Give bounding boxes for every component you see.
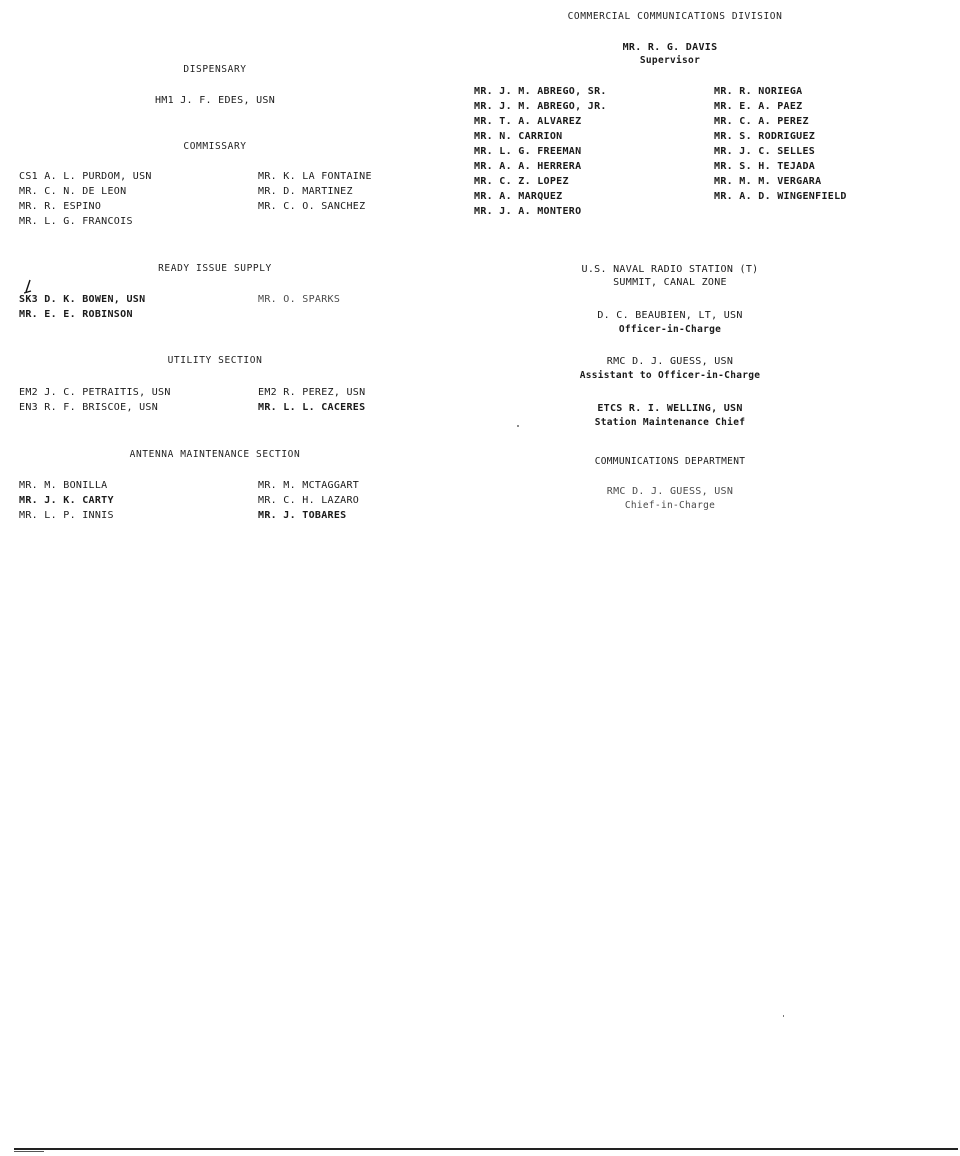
list-item: MR. N. CARRION [474, 131, 563, 142]
communications-department-heading: COMMUNICATIONS DEPARTMENT [594, 456, 746, 467]
assistant-title: Assistant to Officer-in-Charge [579, 370, 761, 381]
list-item: MR. R. NORIEGA [714, 86, 803, 97]
list-item: MR. A. D. WINGENFIELD [714, 191, 847, 202]
list-item: MR. R. ESPINO [19, 201, 102, 212]
list-item: MR. C. A. PEREZ [714, 116, 809, 127]
ready-issue-list-left [19, 292, 145, 322]
commissary-list-right [258, 169, 372, 214]
scan-speck [783, 1015, 784, 1017]
utility-section-heading: UTILITY SECTION [167, 355, 263, 366]
list-item: SK3 D. K. BOWEN, USN [19, 294, 146, 305]
list-item: MR. C. O. SANCHEZ [258, 201, 366, 212]
list-item: MR. L. G. FRANCOIS [19, 216, 133, 227]
antenna-maintenance-heading: ANTENNA MAINTENANCE SECTION [129, 449, 301, 460]
scan-speck [517, 425, 519, 427]
list-item: MR. L. P. INNIS [19, 510, 114, 521]
assistant-name: RMC D. J. GUESS, USN [606, 356, 734, 367]
list-item: MR. J. M. ABREGO, SR. [474, 86, 607, 97]
dispensary-name: HM1 J. F. EDES, USN [154, 95, 276, 106]
station-location: SUMMIT, CANAL ZONE [613, 277, 727, 288]
list-item: EM2 R. PEREZ, USN [258, 387, 366, 398]
list-item: MR. J. K. CARTY [19, 495, 114, 506]
list-item: MR. O. SPARKS [258, 294, 341, 305]
oic-title: Officer-in-Charge [618, 324, 722, 335]
list-item: MR. M. M. VERGARA [714, 176, 822, 187]
list-item: MR. M. MCTAGGART [258, 480, 360, 491]
list-item: MR. L. L. CACERES [258, 402, 366, 413]
list-item: MR. D. MARTINEZ [258, 186, 353, 197]
commissary-list-left [19, 169, 152, 229]
list-item: MR. C. Z. LOPEZ [474, 176, 569, 187]
utility-list-left [19, 385, 171, 415]
list-item: MR. C. H. LAZARO [258, 495, 360, 506]
ready-issue-supply-heading: READY ISSUE SUPPLY [158, 263, 272, 274]
dispensary-heading: DISPENSARY [183, 64, 247, 75]
list-item: MR. T. A. ALVAREZ [474, 116, 582, 127]
list-item: MR. L. G. FREEMAN [474, 146, 582, 157]
list-item: MR. A. MARQUEZ [474, 191, 563, 202]
communications-chief-name: RMC D. J. GUESS, USN [606, 486, 734, 497]
commercial-staff-list-right [714, 84, 847, 204]
list-item: MR. E. E. ROBINSON [19, 309, 133, 320]
list-item: MR. S. RODRIGUEZ [714, 131, 816, 142]
commercial-staff-list-left [474, 84, 607, 219]
oic-name: D. C. BEAUBIEN, LT, USN [597, 310, 743, 321]
list-item: MR. C. N. DE LEON [19, 186, 127, 197]
list-item: MR. J. C. SELLES [714, 146, 816, 157]
maintenance-chief-title: Station Maintenance Chief [594, 417, 746, 428]
list-item: MR. J. A. MONTERO [474, 206, 582, 217]
list-item: EM2 J. C. PETRAITIS, USN [19, 387, 171, 398]
communications-chief-title: Chief-in-Charge [624, 500, 716, 511]
bottom-rule [14, 1148, 958, 1150]
antenna-list-right [258, 478, 359, 523]
list-item: MR. E. A. PAEZ [714, 101, 803, 112]
antenna-list-left [19, 478, 114, 523]
bottom-rule-lead [14, 1151, 44, 1152]
station-name: U.S. NAVAL RADIO STATION (T) [581, 264, 759, 275]
commissary-heading: COMMISSARY [183, 141, 247, 152]
list-item: MR. K. LA FONTAINE [258, 171, 372, 182]
ready-issue-list-right [258, 292, 340, 307]
list-item: CS1 A. L. PURDOM, USN [19, 171, 152, 182]
supervisor-title: Supervisor [639, 55, 701, 66]
list-item: MR. A. A. HERRERA [474, 161, 582, 172]
list-item: MR. J. M. ABREGO, JR. [474, 101, 607, 112]
utility-list-right [258, 385, 365, 415]
list-item: MR. J. TOBARES [258, 510, 347, 521]
list-item: MR. M. BONILLA [19, 480, 108, 491]
commercial-division-heading: COMMERCIAL COMMUNICATIONS DIVISION [567, 11, 783, 22]
list-item: EN3 R. F. BRISCOE, USN [19, 402, 159, 413]
supervisor-name: MR. R. G. DAVIS [622, 42, 718, 53]
list-item: MR. S. H. TEJADA [714, 161, 816, 172]
maintenance-chief-name: ETCS R. I. WELLING, USN [597, 403, 743, 414]
